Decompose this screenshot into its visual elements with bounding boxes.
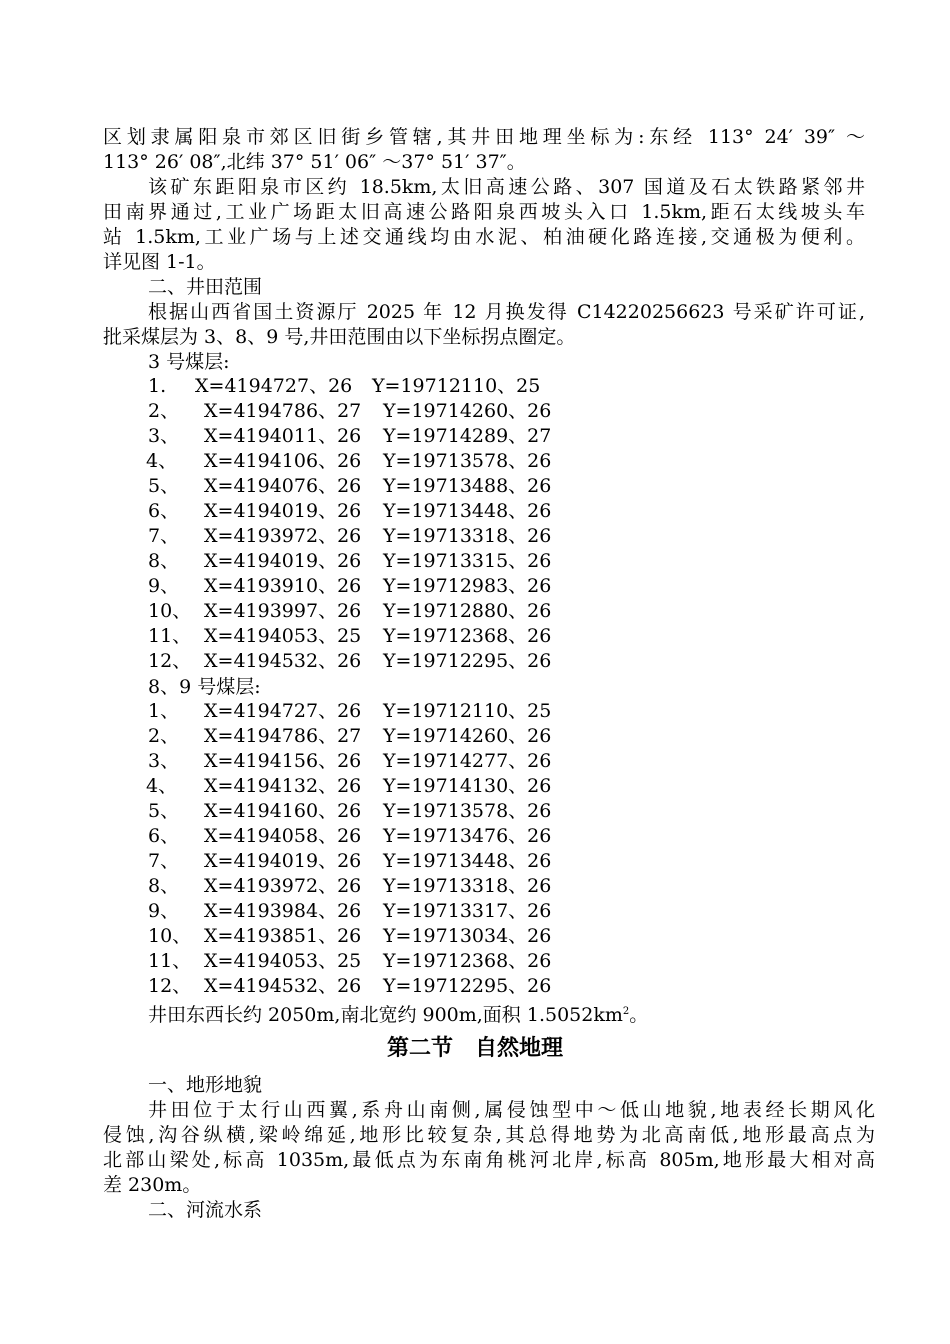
point-number: 7、 bbox=[148, 850, 180, 872]
point-y-value: Y=19713448、26 bbox=[383, 500, 552, 522]
point-y-value: Y=19712983、26 bbox=[383, 575, 552, 597]
point-x-value: X=4193997、26 bbox=[204, 600, 362, 622]
point-y-value: Y=19714130、26 bbox=[383, 775, 552, 797]
point-number: 3、 bbox=[148, 750, 180, 772]
point-number: 2、 bbox=[148, 725, 180, 747]
point-y-value: Y=19713578、26 bbox=[383, 450, 552, 472]
point-y-value: Y=19713448、26 bbox=[383, 850, 552, 872]
point-number: 12、 bbox=[148, 650, 192, 672]
point-y-value: Y=19714277、26 bbox=[383, 750, 552, 772]
point-number: 6、 bbox=[148, 825, 180, 847]
point-x-value: X=4194053、25 bbox=[204, 625, 362, 647]
point-number: 9、 bbox=[148, 900, 180, 922]
point-number: 1、 bbox=[148, 700, 180, 722]
traffic-line-2: 田南界通过,工业广场距太旧高速公路阳泉西坡头入口 1.5km,距石太线坡头车 bbox=[103, 201, 865, 223]
point-y-value: Y=19714260、26 bbox=[383, 400, 552, 422]
point-y-value: Y=19712295、26 bbox=[383, 975, 552, 997]
point-number: 11、 bbox=[148, 625, 192, 647]
point-number: 10、 bbox=[148, 600, 192, 622]
point-number: 12、 bbox=[148, 975, 192, 997]
terrain-heading: 一、地形地貌 bbox=[148, 1074, 263, 1096]
point-x-value: X=4194019、26 bbox=[204, 500, 362, 522]
point-y-value: Y=19713476、26 bbox=[383, 825, 552, 847]
point-x-value: X=4194727、26 bbox=[195, 375, 353, 397]
point-x-value: X=4193984、26 bbox=[204, 900, 362, 922]
area-superscript: 2 bbox=[622, 1006, 630, 1017]
point-x-value: X=4193851、26 bbox=[204, 925, 362, 947]
field-range-line-1: 根据山西省国土资源厅 2025 年 12 月换发得 C14220256623 号采矿许可证, bbox=[148, 301, 865, 323]
point-y-value: Y=19712880、26 bbox=[383, 600, 552, 622]
point-x-value: X=4193910、26 bbox=[204, 575, 362, 597]
terrain-line-1: 井田位于太行山西翼,系舟山南侧,属侵蚀型中～低山地貌,地表经长期风化 bbox=[148, 1099, 875, 1121]
point-y-value: Y=19712368、26 bbox=[383, 625, 552, 647]
point-x-value: X=4194160、26 bbox=[204, 800, 362, 822]
terrain-line-4: 差 230m。 bbox=[103, 1174, 202, 1196]
point-y-value: Y=19712368、26 bbox=[383, 950, 552, 972]
intro-line-2: 113° 26′ 08″,北纬 37° 51′ 06″ ～37° 51′ 37″。 bbox=[103, 151, 526, 173]
section-title: 第二节 自然地理 bbox=[386, 1036, 563, 1061]
point-number: 8、 bbox=[148, 875, 180, 897]
point-x-value: X=4194053、25 bbox=[204, 950, 362, 972]
point-x-value: X=4194019、26 bbox=[204, 850, 362, 872]
point-y-value: Y=19712110、25 bbox=[383, 700, 552, 722]
point-y-value: Y=19712295、26 bbox=[383, 650, 552, 672]
point-x-value: X=4194019、26 bbox=[204, 550, 362, 572]
point-number: 1. bbox=[148, 375, 167, 397]
point-number: 8、 bbox=[148, 550, 180, 572]
point-x-value: X=4194532、26 bbox=[204, 975, 362, 997]
intro-line-1: 区划隶属阳泉市郊区旧街乡管辖,其井田地理坐标为:东经 113° 24′ 39″ ～ bbox=[103, 126, 865, 148]
point-number: 4、 bbox=[146, 450, 178, 472]
point-x-value: X=4194532、26 bbox=[204, 650, 362, 672]
point-y-value: Y=19713318、26 bbox=[383, 875, 552, 897]
point-y-value: Y=19714289、27 bbox=[383, 425, 552, 447]
traffic-line-1: 该矿东距阳泉市区约 18.5km,太旧高速公路、307 国道及石太铁路紧邻井 bbox=[148, 176, 865, 198]
point-y-value: Y=19713317、26 bbox=[383, 900, 552, 922]
point-number: 2、 bbox=[148, 400, 180, 422]
point-y-value: Y=19713318、26 bbox=[383, 525, 552, 547]
point-number: 9、 bbox=[148, 575, 180, 597]
point-y-value: Y=19713315、26 bbox=[383, 550, 552, 572]
point-x-value: X=4194076、26 bbox=[204, 475, 362, 497]
traffic-line-4: 详见图 1-1。 bbox=[103, 251, 216, 273]
area-end: 。 bbox=[629, 1004, 649, 1026]
point-number: 11、 bbox=[148, 950, 192, 972]
field-range-heading: 二、井田范围 bbox=[148, 276, 263, 298]
point-x-value: X=4194786、27 bbox=[204, 400, 362, 422]
seam3-title: 3 号煤层: bbox=[148, 351, 230, 373]
point-x-value: X=4194156、26 bbox=[204, 750, 362, 772]
point-x-value: X=4194058、26 bbox=[204, 825, 362, 847]
point-number: 7、 bbox=[148, 525, 180, 547]
seam89-title: 8、9 号煤层: bbox=[148, 676, 261, 698]
point-x-value: X=4194786、27 bbox=[204, 725, 362, 747]
point-x-value: X=4194132、26 bbox=[204, 775, 362, 797]
point-number: 6、 bbox=[148, 500, 180, 522]
point-x-value: X=4194011、26 bbox=[204, 425, 362, 447]
point-y-value: Y=19714260、26 bbox=[383, 725, 552, 747]
point-number: 5、 bbox=[148, 475, 180, 497]
point-y-value: Y=19713034、26 bbox=[383, 925, 552, 947]
terrain-line-3: 北部山梁处,标高 1035m,最低点为东南角桃河北岸,标高 805m,地形最大相对高 bbox=[103, 1149, 875, 1171]
area-line bbox=[148, 999, 648, 1028]
point-y-value: Y=19713578、26 bbox=[383, 800, 552, 822]
river-heading: 二、河流水系 bbox=[148, 1199, 263, 1221]
point-y-value: Y=19713488、26 bbox=[383, 475, 552, 497]
point-number: 5、 bbox=[148, 800, 180, 822]
point-x-value: X=4193972、26 bbox=[204, 875, 362, 897]
point-number: 4、 bbox=[146, 775, 178, 797]
point-x-value: X=4193972、26 bbox=[204, 525, 362, 547]
point-number: 3、 bbox=[148, 425, 180, 447]
point-number: 10、 bbox=[148, 925, 192, 947]
point-y-value: Y=19712110、25 bbox=[372, 375, 541, 397]
terrain-line-2: 侵蚀,沟谷纵横,梁岭绵延,地形比较复杂,其总得地势为北高南低,地形最高点为 bbox=[103, 1124, 875, 1146]
field-range-line-2: 批采煤层为 3、8、9 号,井田范围由以下坐标拐点圈定。 bbox=[103, 326, 576, 348]
area-text: 井田东西长约 2050m,南北宽约 900m,面积 1.5052km bbox=[148, 1004, 623, 1026]
traffic-line-3: 站 1.5km,工业广场与上述交通线均由水泥、柏油硬化路连接,交通极为便利。 bbox=[103, 226, 865, 248]
point-x-value: X=4194727、26 bbox=[204, 700, 362, 722]
point-x-value: X=4194106、26 bbox=[204, 450, 362, 472]
